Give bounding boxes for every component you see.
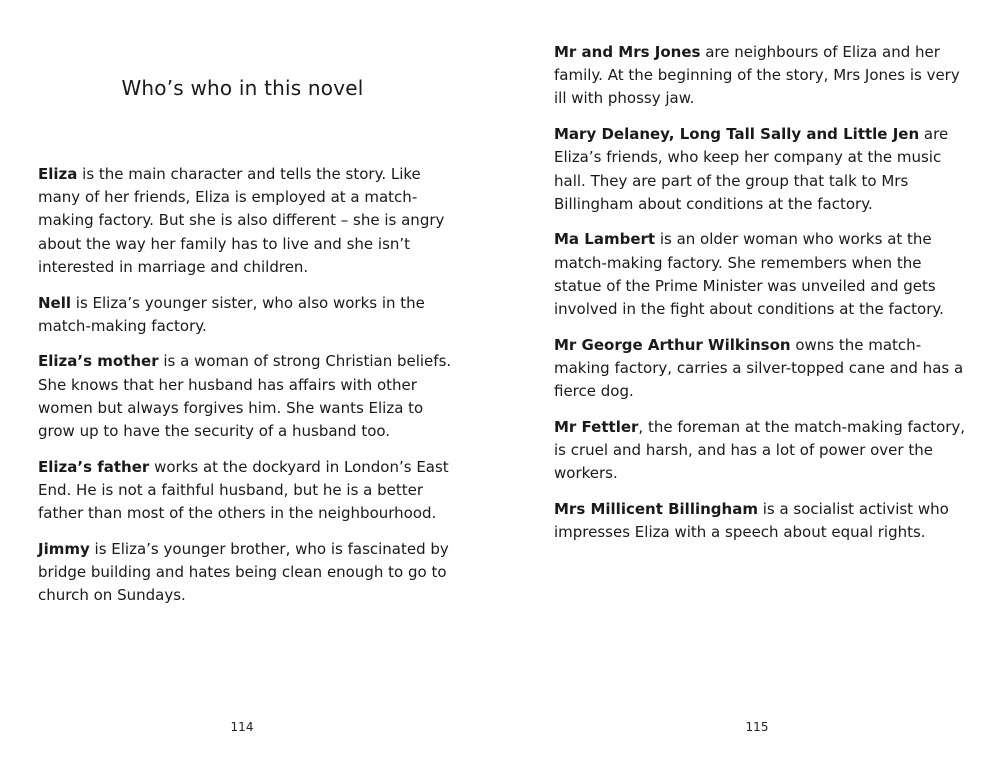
- character-entry: [38, 350, 458, 443]
- character-name: Ma Lambert: [554, 230, 656, 249]
- character-description: , the foreman at the match-making factory, is cruel and harsh, and has a lot of power over the workers.: [554, 417, 966, 483]
- character-description: is an older woman who works at the match-making factory. She remembers when the statue of the Prime Minister was unveiled and gets involved in the fight about conditions at the factory.: [554, 230, 944, 319]
- character-name: Mr Fettler: [554, 417, 639, 436]
- character-description: owns the match-making factory, carries a silver-topped cane and has a fierce dog.: [554, 335, 964, 401]
- character-entry: [554, 123, 969, 216]
- character-description: is Eliza’s younger brother, who is fascinated by bridge building and hates being clean enough to go to church on Sundays.: [38, 539, 449, 605]
- character-entry: [38, 292, 458, 338]
- character-name: Nell: [38, 293, 72, 312]
- character-name: Mary Delaney, Long Tall Sally and Little Jen: [554, 125, 920, 144]
- character-description: is Eliza’s younger sister, who also works in the match-making factory.: [38, 293, 425, 335]
- character-list: [554, 41, 969, 557]
- character-entry: [554, 41, 969, 111]
- character-name: Jimmy: [38, 539, 90, 558]
- character-name: Mr George Arthur Wilkinson: [554, 335, 791, 354]
- character-entry: [554, 334, 969, 404]
- page-number: 114: [230, 720, 254, 734]
- character-name: Mr and Mrs Jones: [554, 43, 701, 61]
- character-description: is a woman of strong Christian beliefs. She knows that her husband has affairs with other women but always forgives him. She wants Eliza to grow up to have the security of a husband too.: [38, 352, 452, 441]
- character-name: Eliza’s father: [38, 457, 150, 476]
- character-description: are Eliza’s friends, who keep her company at the music hall. They are part of the group that talk to Mrs Billingham about conditions at the factory.: [554, 125, 949, 213]
- character-description: is a socialist activist who impresses Eliza with a speech about equal rights.: [554, 499, 949, 542]
- character-description: works at the dockyard in London’s East End. He is not a faithful husband, but he is a better father than most of the others in the neighbourhood.: [38, 457, 449, 523]
- character-list: [38, 163, 458, 620]
- character-description: are neighbours of Eliza and her family. At the beginning of the story, Mrs Jones is very ill with phossy jaw.: [554, 43, 960, 108]
- character-entry: [38, 163, 458, 279]
- character-name: Mrs Millicent Billingham: [554, 499, 758, 518]
- character-entry: [554, 416, 969, 486]
- page-number: 115: [745, 720, 769, 734]
- page-heading: Who’s who in this novel: [121, 76, 364, 100]
- character-name: Eliza’s mother: [38, 352, 159, 371]
- character-entry: [38, 538, 458, 608]
- character-entry: [38, 456, 458, 526]
- character-name: Eliza: [38, 165, 78, 183]
- character-description: is the main character and tells the story. Like many of her friends, Eliza is employed at a match-making factory. But she is also different – she is angry about the way her family has to live and she isn’t interested in marriage and children.: [38, 165, 445, 276]
- character-entry: [554, 228, 969, 321]
- right-page: [500, 0, 1000, 768]
- character-entry: [554, 498, 969, 544]
